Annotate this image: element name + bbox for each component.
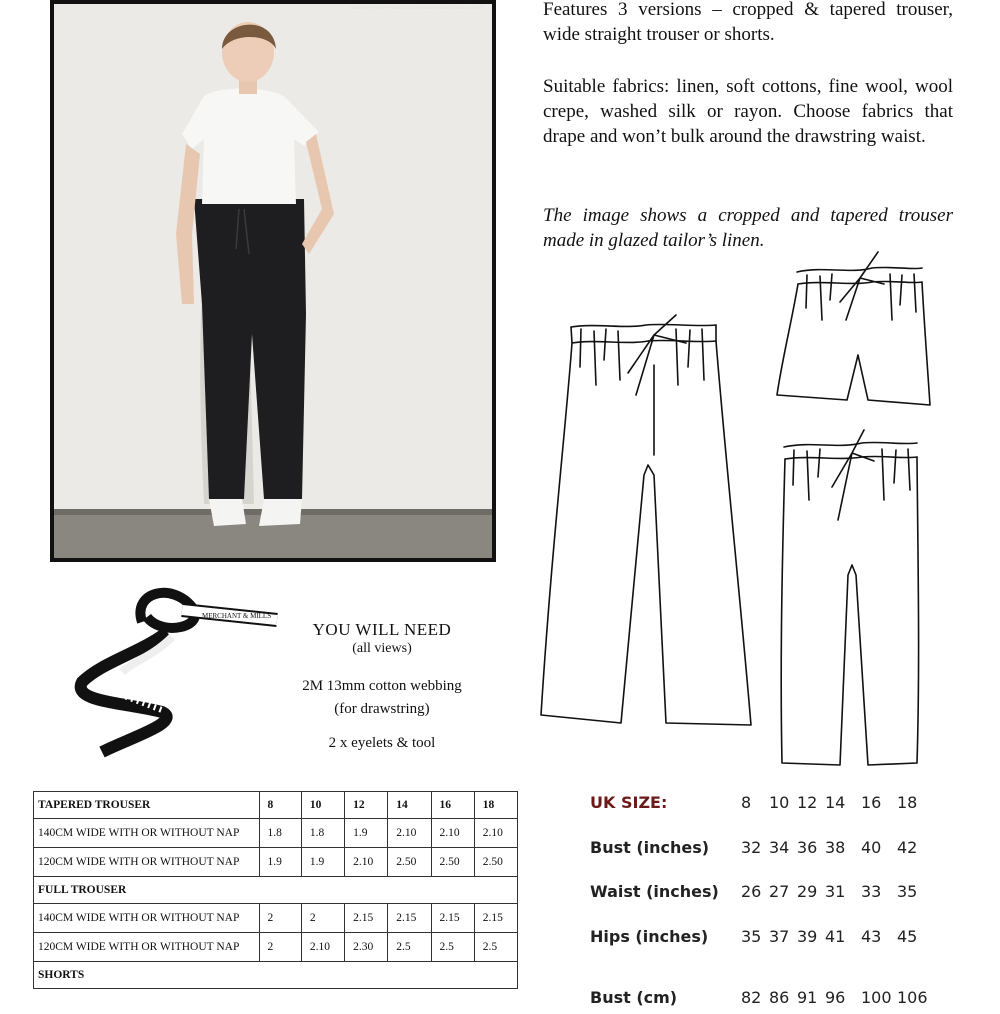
- table-cell: 2.5: [474, 933, 517, 962]
- size-chart-row: [590, 793, 980, 819]
- table-row: [34, 877, 518, 904]
- size-chart-value: 16: [861, 793, 882, 812]
- table-cell: 2.10: [388, 819, 431, 848]
- table-row: [34, 848, 518, 877]
- table-cell: 2: [259, 933, 301, 962]
- versions-description: [543, 0, 953, 47]
- you-will-need-title: YOU WILL NEED: [312, 620, 452, 639]
- photo-caption: ANOTHER PERKY PRIME CUT FROM MERCHANT & MILLS EYE: [349, 5, 484, 10]
- size-chart-row: [590, 838, 980, 864]
- image-note: [543, 203, 953, 253]
- size-chart-value: 26: [741, 882, 762, 901]
- size-chart-value: 86: [769, 988, 790, 1007]
- size-chart-row: [590, 927, 980, 953]
- row-label: 120CM WIDE WITH OR WITHOUT NAP: [34, 933, 260, 962]
- size-chart-value: 31: [825, 882, 846, 901]
- size-chart-value: 41: [825, 927, 846, 946]
- table-cell: 1.8: [259, 819, 301, 848]
- table-cell: 2.10: [301, 933, 344, 962]
- table-cell: 2.10: [474, 819, 517, 848]
- fabric-requirements-table: [33, 791, 518, 989]
- table-row: [34, 933, 518, 962]
- size-chart-value: 35: [897, 882, 918, 901]
- tape-brand-text: MERCHANT & MILLS: [202, 612, 272, 620]
- versions-text: Features 3 versions – cropped & tapered trouser, wide straight trouser or shorts.: [543, 0, 953, 45]
- table-cell: 2.15: [474, 904, 517, 933]
- shorts-sketch: [772, 250, 937, 415]
- table-cell: 2.10: [345, 848, 388, 877]
- need-item-webbing-note: (for drawstring): [334, 701, 430, 717]
- section-title: FULL TROUSER: [34, 877, 518, 904]
- model-photo-image: [54, 4, 492, 558]
- size-chart-value: 8: [741, 793, 752, 812]
- need-item-webbing: 2M 13mm cotton webbing: [302, 678, 462, 694]
- size-chart-value: 39: [797, 927, 818, 946]
- tape-measure-illustration: [72, 582, 287, 767]
- table-cell: 2.50: [388, 848, 431, 877]
- size-chart-value: 27: [769, 882, 790, 901]
- table-cell: 1.9: [301, 848, 344, 877]
- table-cell: 2.50: [431, 848, 474, 877]
- table-row: [34, 904, 518, 933]
- table-cell: 2.10: [431, 819, 474, 848]
- wide-trouser-sketch: [536, 305, 761, 735]
- size-chart-row: [590, 882, 980, 908]
- size-chart-value: 82: [741, 988, 762, 1007]
- table-cell: 1.9: [345, 819, 388, 848]
- size-chart-value: 32: [741, 838, 762, 857]
- need-item-eyelets: 2 x eyelets & tool: [328, 735, 436, 751]
- size-chart-value: 43: [861, 927, 882, 946]
- size-chart-label: UK SIZE:: [590, 793, 668, 812]
- size-chart-value: 35: [741, 927, 762, 946]
- table-cell: 2: [259, 904, 301, 933]
- size-chart-value: 96: [825, 988, 846, 1007]
- size-chart-value: 10: [769, 793, 790, 812]
- row-label: 120CM WIDE WITH OR WITHOUT NAP: [34, 848, 260, 877]
- size-chart-value: 91: [797, 988, 818, 1007]
- table-cell: 2.15: [388, 904, 431, 933]
- table-cell: 2.15: [345, 904, 388, 933]
- size-chart-value: 33: [861, 882, 882, 901]
- size-header: 14: [388, 792, 431, 819]
- size-chart-value: 29: [797, 882, 818, 901]
- tapered-trouser-sketch: [772, 425, 932, 770]
- you-will-need-subtitle: (all views): [352, 641, 412, 656]
- size-chart-value: 100: [861, 988, 892, 1007]
- table-row: [34, 962, 518, 989]
- size-chart-label: Bust (cm): [590, 988, 678, 1007]
- size-chart-value: 14: [825, 793, 846, 812]
- section-title: TAPERED TROUSER: [34, 792, 260, 819]
- size-chart-label: Bust (inches): [590, 838, 710, 857]
- image-note-text: The image shows a cropped and tapered trouser made in glazed tailor’s linen.: [543, 205, 953, 251]
- table-row: [34, 792, 518, 819]
- size-chart-label: Hips (inches): [590, 927, 709, 946]
- size-chart-value: 18: [897, 793, 918, 812]
- size-header: 10: [301, 792, 344, 819]
- table-cell: 2: [301, 904, 344, 933]
- fabrics-text: Suitable fabrics: linen, soft cottons, fine wool, wool crepe, washed silk or rayon. Choose fabrics that drape and won’t bulk around the drawstring waist.: [543, 76, 953, 147]
- size-chart-value: 40: [861, 838, 882, 857]
- size-chart-value: 12: [797, 793, 818, 812]
- section-title: SHORTS: [34, 962, 518, 989]
- table-cell: 2.5: [431, 933, 474, 962]
- size-header: 12: [345, 792, 388, 819]
- table-cell: 2.50: [474, 848, 517, 877]
- size-chart-value: 45: [897, 927, 918, 946]
- size-chart-value: 38: [825, 838, 846, 857]
- size-chart-value: 42: [897, 838, 918, 857]
- row-label: 140CM WIDE WITH OR WITHOUT NAP: [34, 904, 260, 933]
- size-chart-row: [590, 988, 980, 1014]
- table-cell: 2.30: [345, 933, 388, 962]
- size-header: 18: [474, 792, 517, 819]
- table-cell: 1.8: [301, 819, 344, 848]
- size-header: 16: [431, 792, 474, 819]
- table-row: [34, 819, 518, 848]
- size-chart-label: Waist (inches): [590, 882, 719, 901]
- size-chart-value: 37: [769, 927, 790, 946]
- row-label: 140CM WIDE WITH OR WITHOUT NAP: [34, 819, 260, 848]
- table-cell: 2.5: [388, 933, 431, 962]
- size-chart-value: 106: [897, 988, 928, 1007]
- table-cell: 2.15: [431, 904, 474, 933]
- table-cell: 1.9: [259, 848, 301, 877]
- size-header: 8: [259, 792, 301, 819]
- size-chart-value: 36: [797, 838, 818, 857]
- model-photo: [50, 0, 496, 562]
- size-chart-value: 34: [769, 838, 790, 857]
- fabrics-description: [543, 74, 953, 149]
